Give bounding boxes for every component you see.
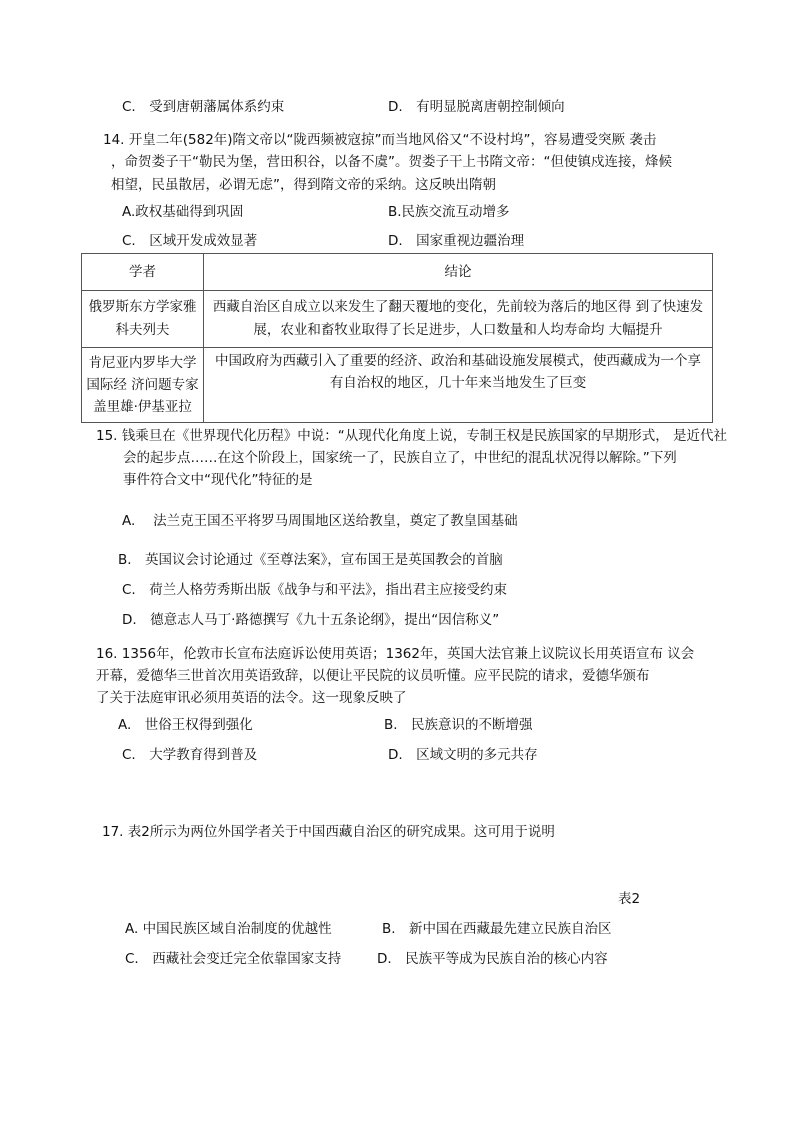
q15-stem-line-1: 15. 钱乘旦在《世界现代化历程》中说：“从现代化角度上说，专制王权是民族国家的早期形式， 是近代社 bbox=[96, 428, 728, 444]
scholar-line: 俄罗斯东方学家雅 bbox=[88, 299, 197, 315]
q16-option-d: D. 区域文明的多元共存 bbox=[388, 747, 538, 763]
q15-stem-line-2: 会的起步点……在这个阶段上，国家统一了，民族自立了，中世纪的混乱状况得以解除。”下列 bbox=[123, 450, 677, 466]
q17-option-d: D. 民族平等成为民族自治的核心内容 bbox=[377, 951, 608, 967]
table-row bbox=[82, 348, 713, 423]
table-header-row bbox=[82, 254, 713, 291]
q15-option-a: A. 法兰克王国丕平将罗马周围地区送给教皇，奠定了教皇国基础 bbox=[122, 513, 518, 529]
q15-option-c: C. 荷兰人格劳秀斯出版《战争与和平法》，指出君主应接受约束 bbox=[122, 582, 507, 598]
q15-option-d: D. 德意志人马丁·路德撰写《九十五条论纲》，提出“因信称义” bbox=[122, 612, 500, 628]
q16-option-c: C. 大学教育得到普及 bbox=[122, 747, 258, 763]
scholar-cell bbox=[82, 291, 204, 348]
q14-option-a: A.政权基础得到巩固 bbox=[122, 204, 244, 220]
conclusion-cell bbox=[204, 291, 713, 348]
table-header-conclusion: 结论 bbox=[204, 254, 713, 291]
table-header-scholar: 学者 bbox=[82, 254, 204, 291]
scholar-line: 盖里雄·伊基亚拉 bbox=[93, 399, 192, 415]
q14-stem-line-3: 相望，民虽散居，必谓无虑”，得到隋文帝的采纳。这反映出隋朝 bbox=[111, 177, 496, 193]
scholar-line: 科夫列夫 bbox=[115, 322, 170, 338]
scholar-table bbox=[81, 253, 713, 423]
table-caption: 表2 bbox=[618, 891, 641, 907]
conclusion-line: 中国政府为西藏引入了重要的经济、政治和基础设施发展模式，使西藏成为一个享 bbox=[215, 353, 701, 369]
q14-stem-line-2: ，命贺娄子干“勒民为堡，营田积谷，以备不虞”。贺娄子干上书隋文帝：“但使镇戍连接，烽候 bbox=[111, 154, 672, 170]
q17-option-a: A. 中国民族区域自治制度的优越性 bbox=[125, 921, 332, 937]
scholar-line: 肯尼亚内罗毕大学 bbox=[88, 355, 197, 371]
conclusion-line: 西藏自治区自成立以来发生了翻天覆地的变化，先前较为落后的地区得 到了快速发 bbox=[212, 299, 704, 315]
conclusion-line: 展，农业和畜牧业取得了长足进步，人口数量和人均寿命均 大幅提升 bbox=[253, 322, 663, 338]
conclusion-line: 有自治权的地区，几十年来当地发生了巨变 bbox=[329, 375, 587, 391]
q15-option-b: B. 英国议会讨论通过《至尊法案》，宣布国王是英国教会的首脑 bbox=[118, 552, 503, 568]
q14-option-c: C. 区域开发成效显著 bbox=[122, 233, 258, 249]
q13-option-c: C. 受到唐朝藩属体系约束 bbox=[122, 99, 285, 115]
scholar-line: 国际经 济问题专家 bbox=[86, 377, 199, 393]
q16-stem-line-1: 16. 1356年，伦敦市长宣布法庭诉讼使用英语；1362年，英国大法官兼上议院议长用英语宣布 议会 bbox=[96, 646, 695, 662]
q16-option-b: B. 民族意识的不断增强 bbox=[384, 717, 533, 733]
q13-option-d: D. 有明显脱离唐朝控制倾向 bbox=[388, 99, 565, 115]
q15-stem-line-3: 事件符合文中“现代化”特征的是 bbox=[123, 472, 313, 488]
q16-option-a: A. 世俗王权得到强化 bbox=[118, 717, 253, 733]
q16-stem-line-3: 了关于法庭审讯必须用英语的法令。这一现象反映了 bbox=[96, 690, 407, 706]
table-row bbox=[82, 291, 713, 348]
q14-option-d: D. 国家重视边疆治理 bbox=[388, 233, 525, 249]
q17-option-c: C. 西藏社会变迁完全依靠国家支持 bbox=[125, 951, 342, 967]
q16-stem-line-2: 开幕，爱德华三世首次用英语致辞，以便让平民院的议员听懂。应平民院的请求，爱德华颁布 bbox=[96, 668, 650, 684]
q17-stem: 17. 表2所示为两位外国学者关于中国西藏自治区的研究成果。这可用于说明 bbox=[102, 824, 555, 840]
scholar-cell bbox=[82, 348, 204, 423]
q17-option-b: B. 新中国在西藏最先建立民族自治区 bbox=[382, 921, 612, 937]
q14-stem-line-1: 14. 开皇二年(582年)隋文帝以“陇西频被寇掠”而当地风俗又“不设村坞”，容易遭受突厥 袭击 bbox=[103, 132, 657, 148]
conclusion-cell bbox=[204, 348, 713, 423]
q14-option-b: B.民族交流互动增多 bbox=[388, 204, 510, 220]
